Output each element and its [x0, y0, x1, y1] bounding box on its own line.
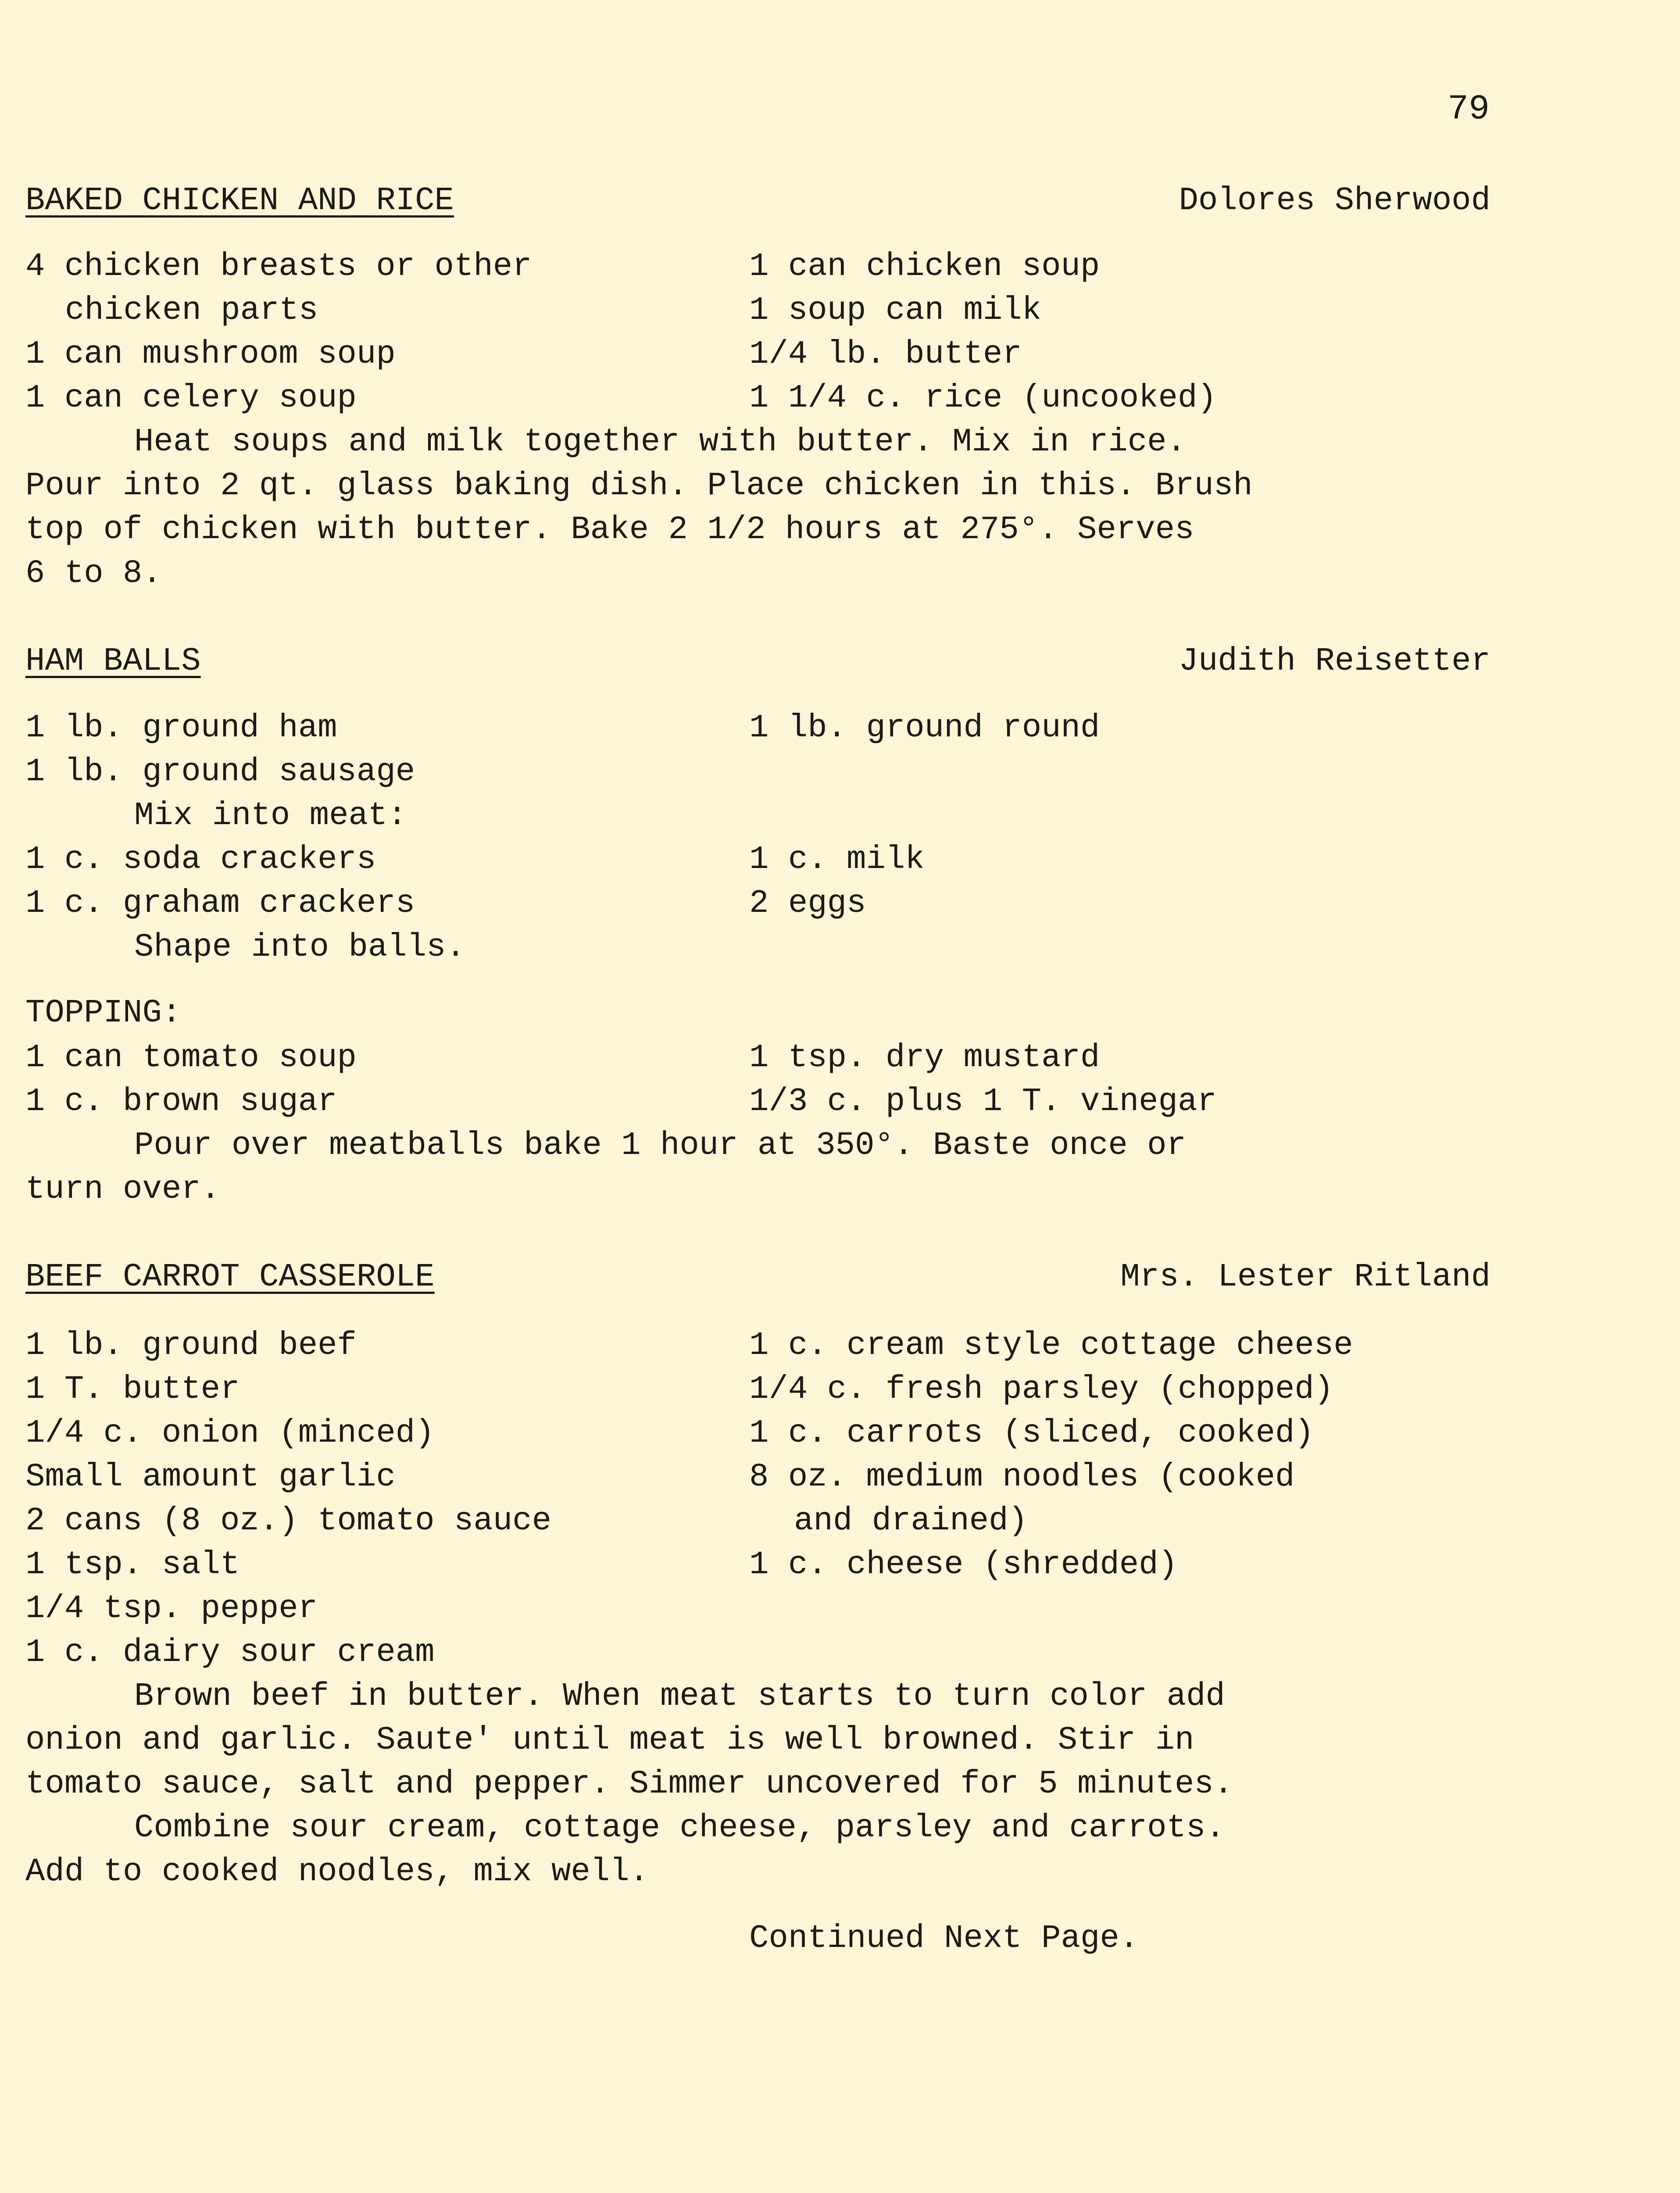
instruction-line: Heat soups and milk together with butter. Mix in rice.: [134, 424, 1186, 461]
ingredient: 1 c. cheese (shredded): [749, 1547, 1178, 1583]
instruction-line: Pour into 2 qt. glass baking dish. Place chicken in this. Brush: [25, 468, 1253, 504]
ingredient: 1 c. soda crackers: [25, 841, 376, 878]
instruction-line: top of chicken with butter. Bake 2 1/2 hours at 275°. Serves: [25, 511, 1194, 548]
ingredient: 1 c. milk: [749, 841, 925, 878]
ingredient: 1 T. butter: [25, 1371, 240, 1408]
ingredient: 1 c. cream style cottage cheese: [749, 1327, 1353, 1364]
instruction-line: Combine sour cream, cottage cheese, parsley and carrots.: [134, 1810, 1225, 1847]
ingredient: 1 lb. ground ham: [25, 710, 337, 746]
instruction-line: Add to cooked noodles, mix well.: [25, 1854, 649, 1890]
instruction-line: turn over.: [25, 1171, 221, 1208]
ingredient: 1 c. dairy sour cream: [25, 1634, 435, 1671]
ingredient: 1 soup can milk: [749, 292, 1042, 329]
ingredient: 1 can tomato soup: [25, 1039, 357, 1076]
recipe-title-baked-chicken-and-rice: BAKED CHICKEN AND RICE: [25, 182, 454, 219]
continued-next-page: Continued Next Page.: [749, 1920, 1139, 1957]
ingredient: and drained): [794, 1503, 1028, 1539]
ingredient: 4 chicken breasts or other: [25, 248, 532, 285]
ingredient: 1 1/4 c. rice (uncooked): [749, 380, 1217, 417]
ingredient: 1 c. brown sugar: [25, 1083, 337, 1120]
ingredient: 8 oz. medium noodles (cooked: [749, 1459, 1295, 1496]
ingredient: 1/4 tsp. pepper: [25, 1590, 318, 1627]
ingredient: chicken parts: [65, 292, 318, 329]
ingredient: 1/3 c. plus 1 T. vinegar: [749, 1083, 1217, 1120]
instruction-line: onion and garlic. Saute' until meat is well browned. Stir in: [25, 1722, 1194, 1759]
ingredient: 1/4 c. onion (minced): [25, 1415, 435, 1452]
instruction-line: tomato sauce, salt and pepper. Simmer uncovered for 5 minutes.: [25, 1766, 1233, 1803]
ingredient: 1/4 lb. butter: [749, 336, 1022, 373]
topping-heading: TOPPING:: [25, 995, 182, 1032]
ingredient: 2 eggs: [749, 885, 866, 922]
recipe-author-mrs-lester-ritland: Mrs. Lester Ritland: [1120, 1259, 1491, 1296]
ingredient: 1/4 c. fresh parsley (chopped): [749, 1371, 1334, 1408]
ingredient: 1 lb. ground round: [749, 710, 1100, 746]
ingredient: 2 cans (8 oz.) tomato sauce: [25, 1503, 551, 1539]
ingredient: 1 c. graham crackers: [25, 885, 415, 922]
ingredient: Small amount garlic: [25, 1459, 396, 1496]
ingredient: 1 can mushroom soup: [25, 336, 396, 373]
instruction-line: 6 to 8.: [25, 555, 162, 592]
recipe-title-beef-carrot-casserole: BEEF CARROT CASSEROLE: [25, 1259, 435, 1296]
instruction-line: Mix into meat:: [134, 797, 407, 834]
page-number: 79: [1448, 89, 1490, 129]
ingredient: 1 tsp. dry mustard: [749, 1039, 1100, 1076]
instruction-line: Brown beef in butter. When meat starts to turn color add: [134, 1678, 1225, 1715]
recipe-author-judith-reisetter: Judith Reisetter: [1179, 643, 1491, 680]
ingredient: 1 c. carrots (sliced, cooked): [749, 1415, 1314, 1452]
ingredient: 1 tsp. salt: [25, 1547, 240, 1583]
ingredient: 1 can celery soup: [25, 380, 357, 417]
instruction-line: Pour over meatballs bake 1 hour at 350°. Baste once or: [134, 1127, 1186, 1164]
ingredient: 1 lb. ground beef: [25, 1327, 357, 1364]
ingredient: 1 can chicken soup: [749, 248, 1100, 285]
recipe-title-ham-balls: HAM BALLS: [25, 643, 201, 680]
instruction-line: Shape into balls.: [134, 929, 465, 966]
recipe-author-dolores-sherwood: Dolores Sherwood: [1179, 182, 1491, 219]
ingredient: 1 lb. ground sausage: [25, 754, 415, 790]
